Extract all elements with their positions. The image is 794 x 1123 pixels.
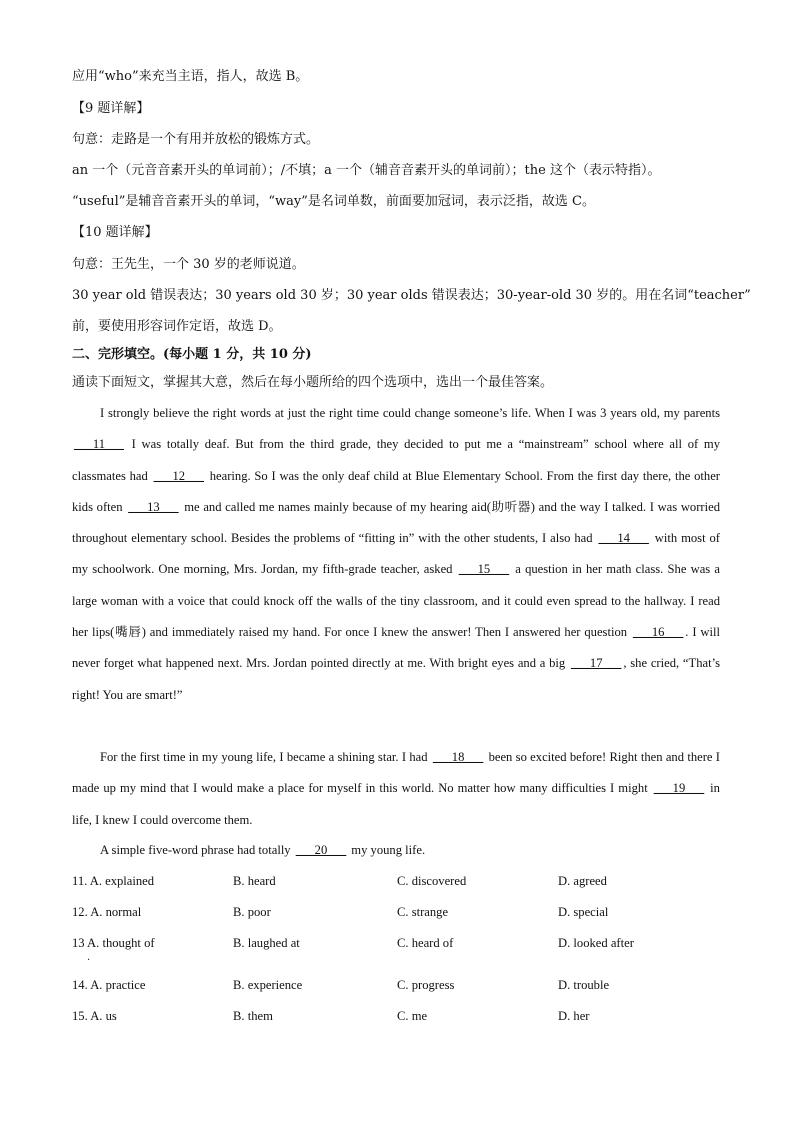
q10-sentence-meaning: 句意：王先生，一个 30 岁的老师说道。 — [72, 257, 305, 272]
option-15-a[interactable]: 15. A. us — [72, 1009, 117, 1023]
option-12-d[interactable]: D. special — [558, 905, 609, 919]
blank-19: ___19___ — [653, 781, 705, 796]
blank-14: ___14___ — [598, 531, 649, 546]
q10-header: 【10 题详解】 — [72, 225, 158, 240]
passage-paragraph-2: For the first time in my young life, I became a shining star. I had ___18___ been so excited before! Right then and there I made up my mind that I would make a place for myself in this world. No matter how many difficulties I might ___19___ in life, I knew I could overcome them. — [72, 750, 720, 827]
option-12-a[interactable]: 12. A. normal — [72, 905, 142, 919]
section-instruction: 通读下面短文，掌握其大意，然后在每小题所给的四个选项中，选出一个最佳答案。 — [72, 375, 554, 390]
option-12-c[interactable]: C. strange — [397, 905, 449, 919]
option-11-c[interactable]: C. discovered — [397, 874, 467, 888]
explanation-q8-conclusion: 应用“who”来充当主语，指人，故选 B。 — [72, 69, 309, 84]
passage-paragraph-3: A simple five-word phrase had totally ___20___ my young life. — [100, 843, 426, 857]
options-row-11 — [72, 874, 722, 905]
passage-paragraph-1: I strongly believe the right words at just the right time could change someone’s life. When I was 3 years old, my parents ___11___ I was totally deaf. But from the third grade, they decided to put me a “mainstream” school where all of my classmates had ___12___ hearing. So I was the only deaf child at Blue Elementary School. From the first day there, the other kids often ___13___ me and called me names mainly because of my hearing aid(助听器) and the way I talked. I was worried throughout elementary school. Besides the problems of “fitting in” with the other students, I also had ___14___ with most of my schoolwork. One morning, Mrs. Jordan, my fifth-grade teacher, asked ___15___ a question in her math class. She was a large woman with a voice that could knock off the walls of the tiny classroom, and it could even spread to the hallway. I read her lips(嘴唇) and immediately raised my hand. For once I knew the answer! Then I answered her question ___16___ . I will never forget what happened next. Mrs. Jordan pointed directly at me. With bright eyes and a big ___17___ , she cried, “That’s right! You are smart!” — [72, 406, 721, 702]
stray-mark: . — [87, 952, 91, 963]
blank-20: ___20___ — [295, 843, 347, 857]
option-11-a[interactable]: 11. A. explained — [72, 874, 155, 888]
options-row-12 — [72, 905, 722, 936]
blank-17: ___17___ — [571, 656, 622, 671]
options-row-14 — [72, 978, 722, 1009]
blank-15: ___15___ — [458, 562, 510, 577]
section-title: 二、完形填空。(每小题 1 分，共 10 分) — [72, 347, 312, 362]
option-14-a[interactable]: 14. A. practice — [72, 978, 146, 992]
answer-options — [72, 874, 722, 1040]
q10-explanation-line2: 前，要使用形容词作定语，故选 D。 — [72, 319, 282, 334]
blank-13: ___13___ — [128, 499, 179, 514]
option-12-b[interactable]: B. poor — [233, 905, 271, 919]
blank-12: ___12___ — [153, 468, 204, 483]
option-13-a[interactable]: 13 A. thought of — [72, 936, 155, 950]
options-row-13 — [72, 936, 722, 978]
option-13-d[interactable]: D. looked after — [558, 936, 634, 950]
blank-18: ___18___ — [432, 750, 484, 764]
blank-16: ___16___ — [632, 625, 684, 640]
q9-explanation-line2: “useful”是辅音音素开头的单词，“way”是名词单数，前面要加冠词，表示泛指，故选 C。 — [72, 194, 595, 209]
q9-header: 【9 题详解】 — [72, 101, 150, 116]
option-15-d[interactable]: D. her — [558, 1009, 590, 1023]
q9-sentence-meaning: 句意：走路是一个有用并放松的锻炼方式。 — [72, 132, 320, 147]
q9-explanation-line1: an 一个（元音音素开头的单词前）；/不填；a 一个（辅音音素开头的单词前）；the 这个（表示特指）。 — [72, 163, 661, 178]
q10-explanation-line1: 30 year old 错误表达；30 years old 30 岁；30 year olds 错误表达；30-year-old 30 岁的。用在名词“teacher” — [72, 288, 751, 303]
option-14-b[interactable]: B. experience — [233, 978, 303, 992]
option-15-c[interactable]: C. me — [397, 1009, 428, 1023]
option-14-d[interactable]: D. trouble — [558, 978, 610, 992]
blank-11: ___11___ — [74, 437, 124, 452]
option-11-b[interactable]: B. heard — [233, 874, 276, 888]
option-11-d[interactable]: D. agreed — [558, 874, 607, 888]
options-row-15 — [72, 1009, 722, 1040]
option-13-b[interactable]: B. laughed at — [233, 936, 300, 950]
option-15-b[interactable]: B. them — [233, 1009, 273, 1023]
option-13-c[interactable]: C. heard of — [397, 936, 454, 950]
option-14-c[interactable]: C. progress — [397, 978, 455, 992]
